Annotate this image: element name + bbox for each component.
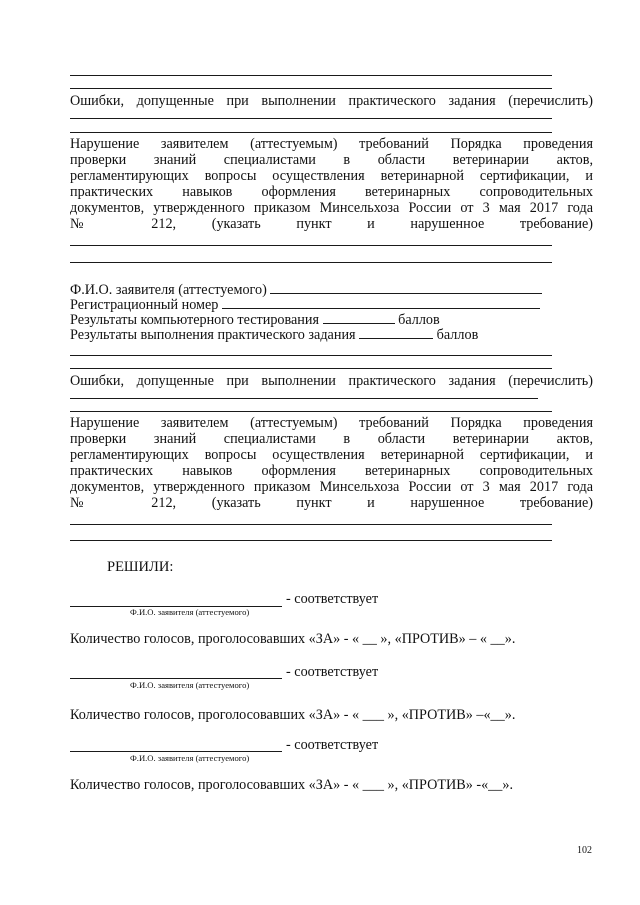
fio-field [70, 282, 542, 298]
votes-count-text: Количество голосов, проголосовавших «ЗА» - « ___ », «ПРОТИВ» –«__». [70, 707, 516, 723]
blank-line [70, 355, 552, 356]
votes-count-text: Количество голосов, проголосовавших «ЗА» - « ___ », «ПРОТИВ» -«__». [70, 777, 514, 793]
signature-caption: Ф.И.О. заявителя (аттестуемого) [130, 680, 250, 690]
blank-line [70, 524, 552, 525]
blank-line [70, 88, 552, 89]
fio-blank [270, 282, 542, 294]
signature-line [70, 751, 282, 752]
signature-line [70, 678, 282, 679]
signature-caption: Ф.И.О. заявителя (аттестуемого) [130, 607, 250, 617]
votes-count-text: Количество голосов, проголосовавших «ЗА» - « __ », «ПРОТИВ» – « __». [70, 631, 516, 647]
test-result-label: Результаты компьютерного тестирования [70, 312, 320, 328]
practice-result-field [70, 327, 478, 343]
violation-line: Нарушение заявителем (аттестуемым) требований Порядка проведения [70, 415, 593, 431]
violation-line: документов, утвержденного приказом Минсельхоза России от 3 мая 2017 года [70, 200, 593, 216]
page-number: 102 [577, 845, 592, 856]
signature-caption: Ф.И.О. заявителя (аттестуемого) [130, 753, 250, 763]
violation-line: № 212, (указать пункт и нарушенное требование) [70, 495, 593, 511]
blank-line [70, 540, 552, 541]
violation-line: документов, утвержденного приказом Минсельхоза России от 3 мая 2017 года [70, 479, 593, 495]
points-label: баллов [436, 327, 479, 343]
decision-heading: РЕШИЛИ: [107, 559, 174, 575]
violation-line: проверки знаний специалистами в области ветеринарии актов, [70, 431, 593, 447]
violation-line: № 212, (указать пункт и нарушенное требование) [70, 216, 593, 232]
conformity-text: - соответствует [286, 664, 379, 680]
blank-line [70, 75, 552, 76]
errors-heading-1: Ошибки, допущенные при выполнении практического задания (перечислить) [70, 93, 593, 109]
violation-line: проверки знаний специалистами в области ветеринарии актов, [70, 152, 593, 168]
blank-line [70, 132, 552, 133]
test-result-field [70, 312, 440, 328]
practice-result-label: Результаты выполнения практического задания [70, 327, 356, 343]
conformity-text: - соответствует [286, 591, 379, 607]
blank-line [70, 411, 552, 412]
violation-line: регламентирующих вопросы осуществления ветеринарной сертификации, и [70, 447, 593, 463]
points-label: баллов [398, 312, 440, 328]
conformity-text: - соответствует [286, 737, 379, 753]
violation-line: практических навыков оформления ветеринарных сопроводительных [70, 463, 593, 479]
reg-number-label: Регистрационный номер [70, 297, 219, 313]
reg-number-blank [222, 297, 540, 309]
reg-number-field [70, 297, 540, 313]
blank-line [70, 262, 552, 263]
blank-line [70, 398, 538, 399]
test-result-blank [323, 312, 395, 324]
errors-heading-2: Ошибки, допущенные при выполнении практического задания (перечислить) [70, 373, 593, 389]
practice-result-blank [359, 327, 433, 339]
blank-line [70, 118, 552, 119]
violation-line: Нарушение заявителем (аттестуемым) требований Порядка проведения [70, 136, 593, 152]
violation-line: практических навыков оформления ветеринарных сопроводительных [70, 184, 593, 200]
fio-label: Ф.И.О. заявителя (аттестуемого) [70, 282, 267, 298]
blank-line [70, 368, 552, 369]
blank-line [70, 245, 552, 246]
violation-line: регламентирующих вопросы осуществления ветеринарной сертификации, и [70, 168, 593, 184]
